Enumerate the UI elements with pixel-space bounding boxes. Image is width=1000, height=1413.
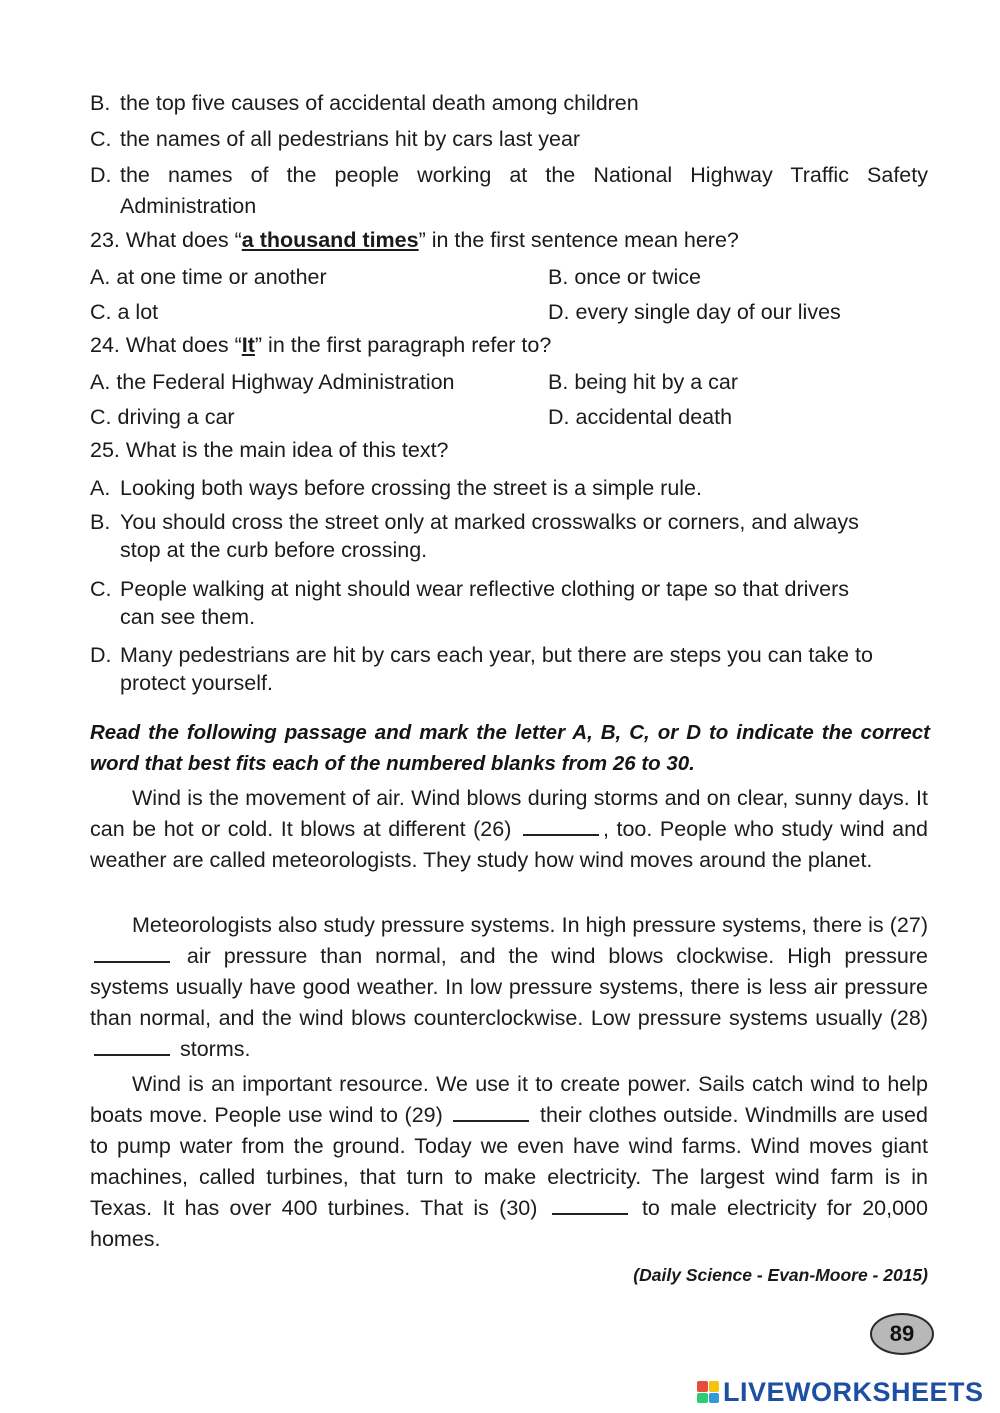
option-text: a lot (117, 300, 159, 324)
option-text: at one time or another (116, 265, 327, 289)
q24-option-b[interactable] (548, 368, 738, 396)
option-text: accidental death (575, 405, 733, 429)
option-label: B. (90, 91, 111, 115)
option-label: D. (548, 300, 570, 324)
option-label: C. (90, 577, 112, 601)
option-text: the names of all pedestrians hit by cars last year (120, 127, 581, 151)
question-suffix: ” in the first sentence mean here? (418, 228, 739, 252)
q23-option-d[interactable] (548, 298, 841, 326)
brand-watermark (697, 1376, 984, 1408)
q23-option-c[interactable] (90, 298, 158, 326)
passage-text: Wind is the movement of air. Wind blows during storms and on clear, sunny days. It can be hot or cold. It blows at different (26) (90, 786, 928, 841)
option-text: driving a car (117, 405, 235, 429)
blank-26[interactable] (523, 816, 599, 836)
passage-text: to male electricity for 20,000 homes. (90, 1196, 928, 1251)
option-label: C. (90, 127, 112, 151)
q25-option-d[interactable] (90, 641, 873, 697)
passage-paragraph-3 (90, 1069, 928, 1255)
question-key-word: It (241, 333, 255, 357)
option-text-cont: protect yourself. (120, 671, 273, 695)
option-prev-d[interactable] (90, 160, 928, 222)
option-label: C. (90, 300, 112, 324)
option-text: You should cross the street only at marked crosswalks or corners, and always (120, 510, 859, 534)
option-text: the names of the people working at the National Highway Traffic Safety (120, 163, 928, 187)
option-text: once or twice (574, 265, 701, 289)
q24-option-c[interactable] (90, 403, 235, 431)
q24-option-a[interactable] (90, 368, 455, 396)
option-text-cont: Administration (120, 194, 257, 218)
question-25: 25. What is the main idea of this text? (90, 438, 449, 462)
passage-paragraph-2 (90, 910, 928, 1065)
blank-27[interactable] (94, 943, 170, 963)
q25-option-c[interactable] (90, 575, 849, 631)
option-label: B. (90, 510, 111, 534)
page-number-badge: 89 (870, 1313, 934, 1355)
q23-option-b[interactable] (548, 263, 701, 291)
liveworksheets-logo-icon (697, 1381, 719, 1403)
passage-paragraph-1 (90, 783, 928, 876)
q23-option-a[interactable] (90, 263, 327, 291)
option-prev-b[interactable] (90, 89, 639, 117)
option-text: Looking both ways before crossing the street is a simple rule. (120, 476, 702, 500)
option-label: D. (90, 643, 112, 667)
option-text: being hit by a car (574, 370, 739, 394)
passage-text: , too. People who study wind and weather are called meteorologists. They study how wind moves around the planet. (90, 817, 928, 872)
option-text: every single day of our lives (575, 300, 841, 324)
option-text: the top five causes of accidental death among children (120, 91, 639, 115)
q24-option-d[interactable] (548, 403, 732, 431)
question-prefix: 24. What does “ (90, 333, 242, 357)
passage-source: (Daily Science - Evan-Moore - 2015) (633, 1265, 928, 1285)
question-suffix: ” in the first paragraph refer to? (254, 333, 552, 357)
option-text: the Federal Highway Administration (116, 370, 455, 394)
question-prefix: 23. What does “ (90, 228, 242, 252)
brand-name: LIVEWORKSHEETS (723, 1376, 984, 1407)
option-text-cont: can see them. (120, 605, 256, 629)
passage-instruction: Read the following passage and mark the letter A, B, C, or D to indicate the correct word that best fits each of the numbered blanks from 26 to 30. (90, 721, 930, 775)
option-label: C. (90, 405, 112, 429)
option-label: B. (548, 370, 569, 394)
option-label: D. (90, 163, 112, 187)
blank-29[interactable] (453, 1102, 529, 1122)
blank-30[interactable] (552, 1195, 628, 1215)
option-label: A. (90, 370, 111, 394)
option-label: A. (90, 265, 111, 289)
passage-text: their clothes outside. Windmills are used to pump water from the ground. Today we even have wind farms. Wind moves giant machines, called turbines, that turn to make electricity. The largest wind farm is in Texas. It has over 400 turbines. That is (30) (90, 1103, 928, 1220)
question-key-phrase: a thousand times (241, 228, 419, 252)
option-text: Many pedestrians are hit by cars each year, but there are steps you can take to (120, 643, 873, 667)
q25-option-a[interactable] (90, 474, 702, 502)
passage-text: storms. (179, 1037, 251, 1061)
option-text-cont: stop at the curb before crossing. (120, 538, 428, 562)
q25-option-b[interactable] (90, 508, 859, 564)
question-24 (90, 333, 551, 358)
option-label: D. (548, 405, 570, 429)
option-text: People walking at night should wear reflective clothing or tape so that drivers (120, 577, 850, 601)
blank-28[interactable] (94, 1036, 170, 1056)
passage-text: air pressure than normal, and the wind blows clockwise. High pressure systems usually have good weather. In low pressure systems, there is less air pressure than normal, and the wind blows counterclockwise. Low pressure systems usually (28) (90, 944, 928, 1030)
passage-text: Meteorologists also study pressure systems. In high pressure systems, there is (27) (132, 913, 928, 937)
question-23 (90, 228, 739, 253)
option-label: B. (548, 265, 569, 289)
passage-text: Wind is an important resource. We use it to create power. Sails catch wind to help boats move. People use wind to (29) (90, 1072, 928, 1127)
option-label: A. (90, 476, 111, 500)
option-prev-c[interactable] (90, 125, 580, 153)
